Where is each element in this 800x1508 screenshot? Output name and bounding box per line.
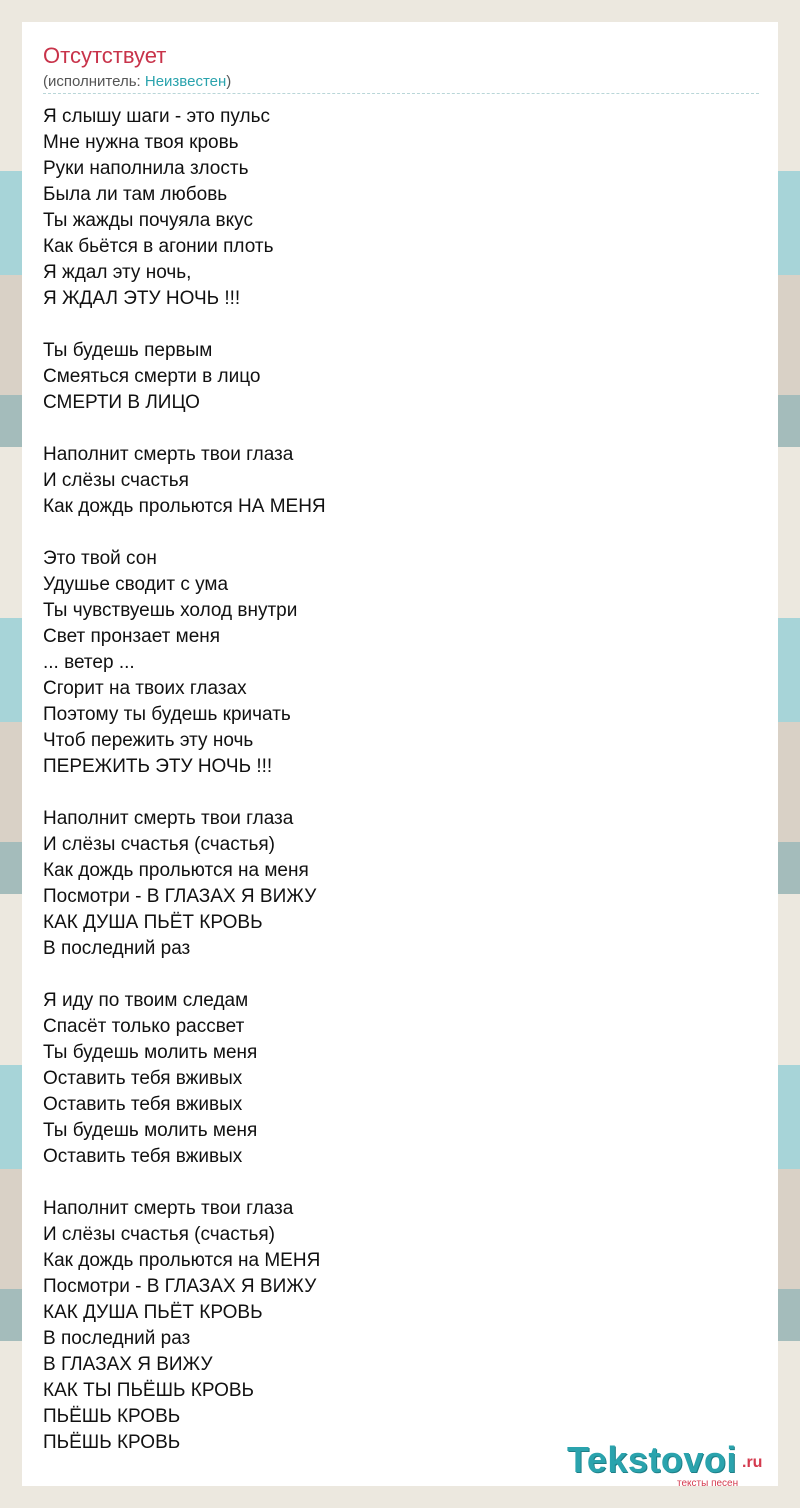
lyric-line: В последний раз xyxy=(43,938,191,959)
lyric-line: В последний раз xyxy=(43,1328,191,1349)
logo-tld: .ru xyxy=(742,1454,763,1471)
lyric-line: Посмотри - В ГЛАЗАХ Я ВИЖУ xyxy=(43,1276,317,1297)
lyric-line: Ты жажды почуяла вкус xyxy=(43,210,253,231)
logo-tagline: тексты песен xyxy=(677,1478,739,1489)
lyric-line: Руки наполнила злость xyxy=(43,158,249,179)
lyric-line: Поэтому ты будешь кричать xyxy=(43,704,291,725)
lyric-line: Чтоб пережить эту ночь xyxy=(43,730,254,751)
lyric-line xyxy=(43,416,743,442)
lyric-line: И слёзы счастья xyxy=(43,470,189,491)
logo-wordmark: Tekstovoi xyxy=(567,1439,737,1480)
lyric-line: ПЬЁШЬ КРОВЬ xyxy=(43,1432,181,1453)
lyric-line: Ты будешь молить меня xyxy=(43,1120,258,1141)
lyric-line: Наполнит смерть твои глаза xyxy=(43,1198,294,1219)
lyric-line: Как дождь прольются НА МЕНЯ xyxy=(43,496,326,517)
lyric-line xyxy=(43,1170,743,1196)
lyric-line xyxy=(43,962,743,988)
lyric-line: В ГЛАЗАХ Я ВИЖУ xyxy=(43,1354,213,1375)
lyric-line: КАК ДУША ПЬЁТ КРОВЬ xyxy=(43,1302,263,1323)
lyric-line: ... ветер ... xyxy=(43,652,135,673)
lyric-line: КАК ТЫ ПЬЁШЬ КРОВЬ xyxy=(43,1380,255,1401)
lyric-line: Ты чувствуешь холод внутри xyxy=(43,600,298,621)
site-logo[interactable] xyxy=(567,1438,777,1489)
lyric-line: Оставить тебя вживых xyxy=(43,1068,243,1089)
lyric-line: Мне нужна твоя кровь xyxy=(43,132,239,153)
artist-link[interactable]: Неизвестен xyxy=(144,73,227,90)
artist-suffix: ) xyxy=(226,73,232,90)
lyric-line: СМЕРТИ В ЛИЦО xyxy=(43,392,200,413)
lyric-line: Смеяться смерти в лицо xyxy=(43,366,261,387)
lyric-line: Я иду по твоим следам xyxy=(43,990,249,1011)
lyric-line: Свет пронзает меня xyxy=(43,626,221,647)
artist-prefix: (исполнитель: xyxy=(43,73,145,90)
lyrics-text xyxy=(43,104,743,1456)
lyric-line: КАК ДУША ПЬЁТ КРОВЬ xyxy=(43,912,263,933)
song-title: Отсутствует xyxy=(43,43,167,68)
lyric-line: Удушье сводит с ума xyxy=(43,574,229,595)
lyric-line: И слёзы счастья (счастья) xyxy=(43,1224,275,1245)
lyric-line: Я ждал эту ночь, xyxy=(43,262,192,283)
lyric-line: Оставить тебя вживых xyxy=(43,1094,243,1115)
lyric-line xyxy=(43,312,743,338)
lyric-line: ПЬЁШЬ КРОВЬ xyxy=(43,1406,181,1427)
lyric-line xyxy=(43,780,743,806)
lyric-line: И слёзы счастья (счастья) xyxy=(43,834,275,855)
lyric-line: Спасёт только рассвет xyxy=(43,1016,245,1037)
lyric-line: Ты будешь молить меня xyxy=(43,1042,258,1063)
lyric-line: Наполнит смерть твои глаза xyxy=(43,808,294,829)
lyric-line: Была ли там любовь xyxy=(43,184,228,205)
lyric-line: Наполнит смерть твои глаза xyxy=(43,444,294,465)
lyric-line: ПЕРЕЖИТЬ ЭТУ НОЧЬ !!! xyxy=(43,756,273,777)
title-divider xyxy=(43,93,759,94)
lyric-line: Сгорит на твоих глазах xyxy=(43,678,247,699)
lyrics-card xyxy=(22,22,778,1489)
lyric-line xyxy=(43,520,743,546)
lyric-line: Я ЖДАЛ ЭТУ НОЧЬ !!! xyxy=(43,288,241,309)
lyric-line: Как дождь прольются на меня xyxy=(43,860,309,881)
lyric-line: Как дождь прольются на МЕНЯ xyxy=(43,1250,321,1271)
song-artist-line xyxy=(43,72,231,91)
lyric-line: Это твой сон xyxy=(43,548,157,569)
lyric-line: Как бьётся в агонии плоть xyxy=(43,236,274,257)
lyric-line: Оставить тебя вживых xyxy=(43,1146,243,1167)
lyric-line: Посмотри - В ГЛАЗАХ Я ВИЖУ xyxy=(43,886,317,907)
lyric-line: Я слышу шаги - это пульс xyxy=(43,106,270,127)
lyric-line: Ты будешь первым xyxy=(43,340,213,361)
